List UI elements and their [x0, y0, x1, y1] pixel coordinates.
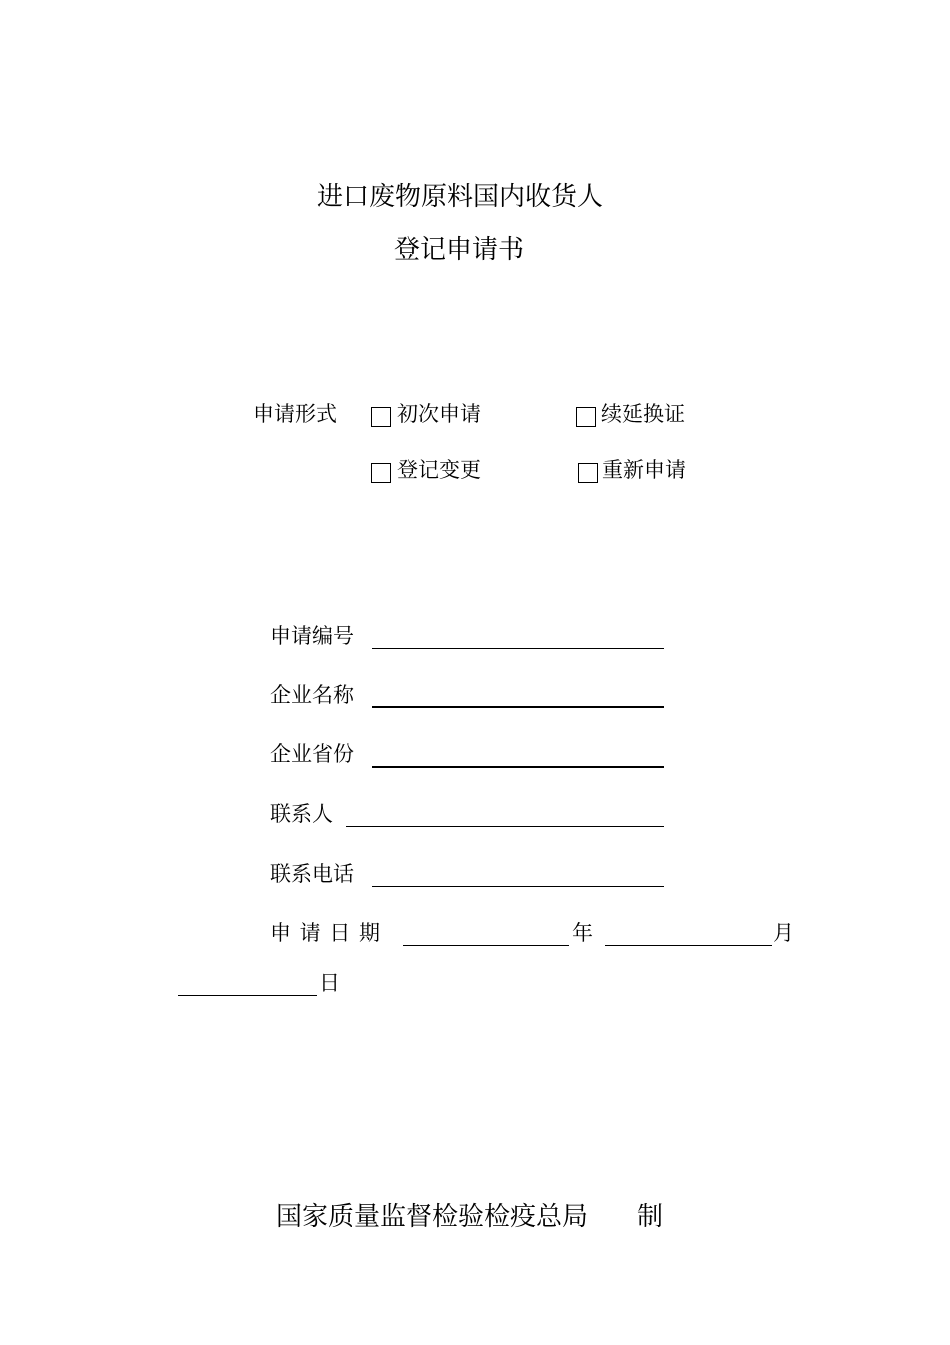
- date-day-label: 日: [319, 971, 340, 995]
- company-name-field[interactable]: [372, 706, 664, 708]
- company-province-field[interactable]: [372, 766, 664, 768]
- application-type-label: 申请形式: [253, 402, 337, 426]
- option-registration-change-label: 登记变更: [397, 458, 481, 482]
- contact-person-field[interactable]: [346, 826, 664, 827]
- date-month-label: 月: [773, 921, 794, 945]
- checkbox-reapplication[interactable]: [578, 463, 598, 483]
- document-title-line1: 进口废物原料国内收货人: [316, 182, 603, 212]
- company-province-label: 企业省份: [270, 742, 354, 766]
- checkbox-initial-application[interactable]: [371, 407, 391, 427]
- date-day-field[interactable]: [178, 995, 317, 996]
- company-name-label: 企业名称: [270, 683, 354, 707]
- date-year-field[interactable]: [403, 945, 569, 946]
- checkbox-registration-change[interactable]: [371, 463, 391, 483]
- issuer-name: 国家质量监督检验检疫总局: [276, 1202, 589, 1232]
- date-year-label: 年: [572, 921, 593, 945]
- option-initial-application-label: 初次申请: [397, 402, 481, 426]
- date-month-field[interactable]: [605, 945, 772, 946]
- option-renewal-label: 续延换证: [601, 402, 685, 426]
- issuer-made: 制: [637, 1202, 664, 1232]
- application-no-label: 申请编号: [270, 624, 354, 648]
- contact-phone-field[interactable]: [372, 886, 664, 887]
- checkbox-renewal[interactable]: [576, 407, 596, 427]
- contact-phone-label: 联系电话: [270, 862, 354, 886]
- contact-person-label: 联系人: [270, 802, 333, 826]
- document-title-line2: 登记申请书: [393, 235, 524, 265]
- application-no-field[interactable]: [372, 648, 664, 649]
- application-date-label: 申 请 日 期: [270, 921, 382, 945]
- option-reapplication-label: 重新申请: [602, 458, 686, 482]
